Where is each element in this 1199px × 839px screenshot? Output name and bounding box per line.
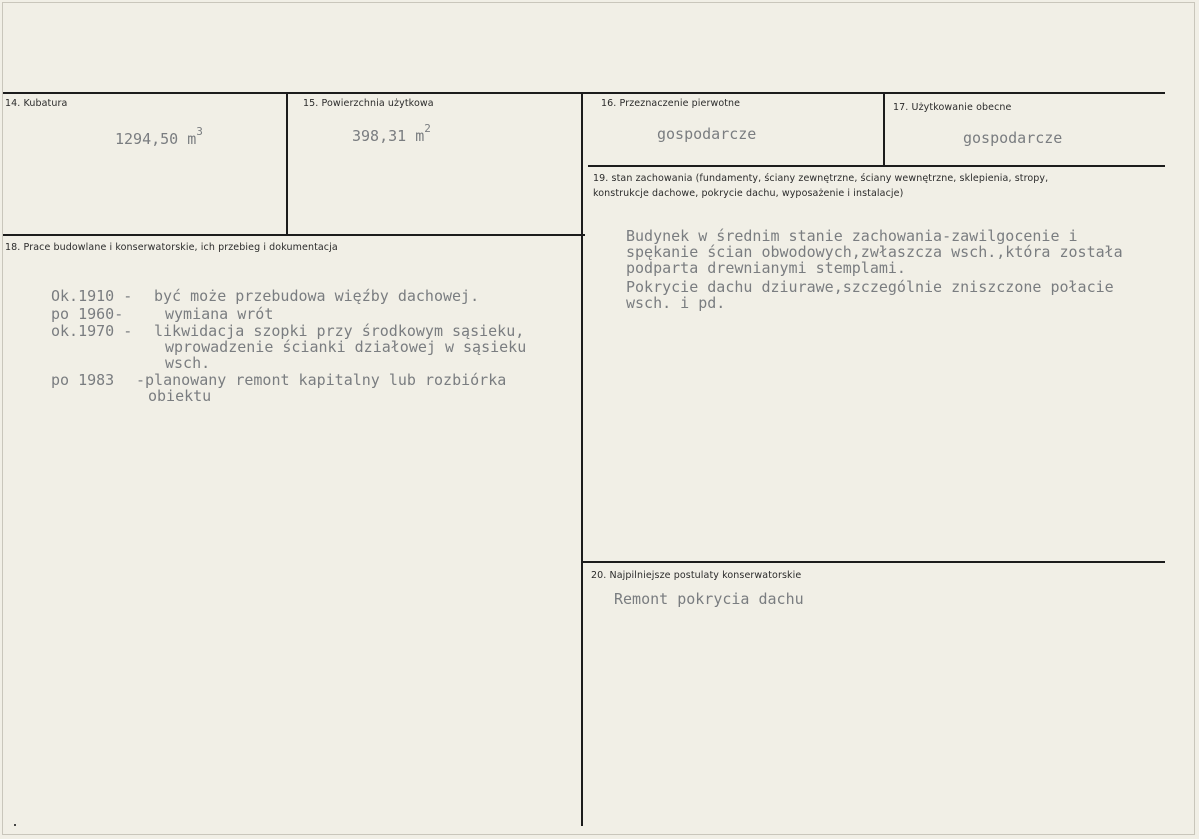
field-14-value bbox=[115, 125, 203, 148]
divider-16-17 bbox=[883, 93, 885, 166]
field-14-label: 14. Kubatura bbox=[5, 98, 68, 109]
field-15-label: 15. Powierzchnia użytkowa bbox=[303, 98, 434, 109]
divider-main bbox=[581, 93, 583, 826]
stray-mark bbox=[14, 824, 16, 826]
field-16-value: gospodarcze bbox=[657, 125, 757, 143]
works-entry-3-text: likwidacja szopki przy środkowym sąsieku, bbox=[154, 322, 525, 340]
usable-area-value: 398,31 m bbox=[352, 127, 425, 145]
condition-line-1: Budynek w średnim stanie zachowania-zawilgocenie i bbox=[626, 227, 1078, 245]
condition-line-4: Pokrycie dachu dziurawe,szczególnie zniszczone połacie bbox=[626, 278, 1114, 296]
works-entry-6-text: -planowany remont kapitalny lub rozbiórka bbox=[136, 371, 507, 389]
field-20-label: 20. Najpilniejsze postulaty konserwatorskie bbox=[591, 570, 802, 581]
condition-line-5: wsch. i pd. bbox=[626, 294, 726, 312]
works-entry-2-date: po 1960- bbox=[51, 305, 124, 323]
field-17-label: 17. Użytkowanie obecne bbox=[893, 102, 1012, 113]
usable-area-unit-exponent: 2 bbox=[424, 122, 431, 135]
works-entry-6-date: po 1983 bbox=[51, 371, 115, 389]
works-entry-5-text: wsch. bbox=[165, 354, 211, 372]
row1-rule-left bbox=[3, 234, 585, 236]
works-entry-2-text: wymiana wrót bbox=[165, 305, 274, 323]
row1-rule-right bbox=[588, 165, 1165, 167]
works-entry-1-date: Ok.1910 - bbox=[51, 287, 133, 305]
field-15-value bbox=[352, 122, 431, 145]
field-19-label-line2: konstrukcje dachowe, pokrycie dachu, wyposażenie i instalacje) bbox=[593, 188, 904, 199]
works-entry-3-date: ok.1970 - bbox=[51, 322, 133, 340]
field-20-value: Remont pokrycia dachu bbox=[614, 590, 804, 608]
cubature-value: 1294,50 m bbox=[115, 130, 197, 148]
condition-line-3: podparta drewnianymi stemplami. bbox=[626, 259, 906, 277]
field-18-label: 18. Prace budowlane i konserwatorskie, ich przebieg i dokumentacja bbox=[5, 242, 338, 253]
card-border bbox=[2, 2, 1195, 835]
top-rule bbox=[3, 92, 1165, 94]
field-17-value: gospodarcze bbox=[963, 129, 1063, 147]
works-entry-1-text: być może przebudowa więźby dachowej. bbox=[154, 287, 480, 305]
field-16-label: 16. Przeznaczenie pierwotne bbox=[601, 98, 741, 109]
divider-14-15 bbox=[286, 93, 288, 235]
works-entry-4-text: wprowadzenie ścianki działowej w sąsieku bbox=[165, 338, 527, 356]
works-entry-7-text: obiektu bbox=[148, 387, 212, 405]
section20-rule bbox=[583, 561, 1165, 563]
condition-line-2: spękanie ścian obwodowych,zwłaszcza wsch.,która została bbox=[626, 243, 1123, 261]
field-19-label-line1: 19. stan zachowania (fundamenty, ściany zewnętrzne, ściany wewnętrzne, sklepienia, stropy, bbox=[593, 173, 1049, 184]
cubature-unit-exponent: 3 bbox=[196, 125, 203, 138]
